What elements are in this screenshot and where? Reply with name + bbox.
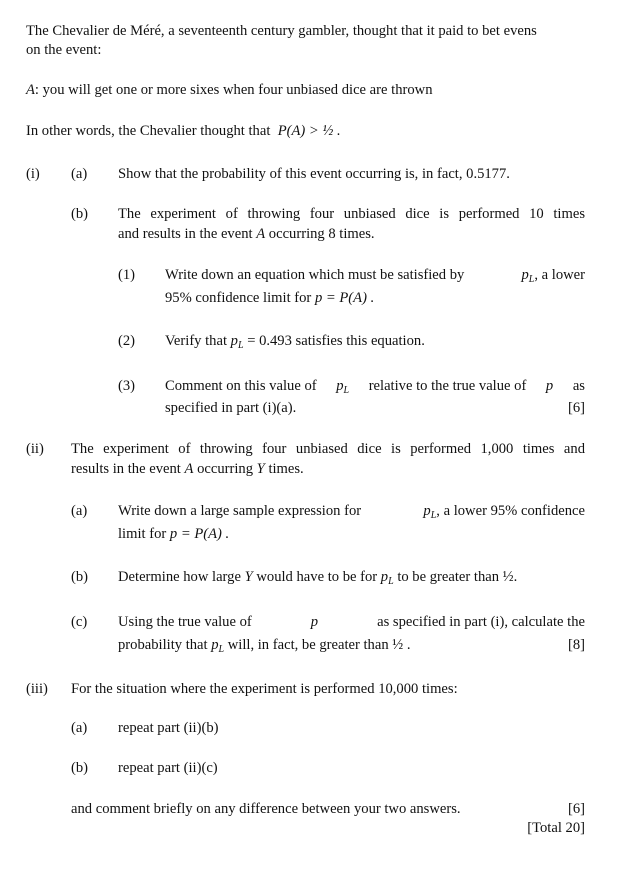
part-ii-marks: [8] bbox=[567, 637, 585, 653]
p-symbol: p bbox=[211, 637, 219, 653]
total-marks: [Total 20] bbox=[527, 820, 585, 836]
intro-line-1: The Chevalier de Méré, a seventeenth century gambler, thought that it paid to bet evens bbox=[26, 23, 537, 39]
part-ii-c-line-2-post: will, in fact, be greater than ½ . bbox=[227, 637, 411, 653]
part-ii-b-post: to be greater than ½. bbox=[397, 569, 518, 585]
y-variable: Y bbox=[256, 461, 265, 477]
part-ii-a-math: p = P(A) . bbox=[169, 526, 230, 542]
event-variable: A bbox=[26, 82, 35, 98]
part-i-b-1-line-2 bbox=[165, 288, 374, 308]
event-text: : you will get one or more sixes when four unbiased dice are thrown bbox=[34, 82, 433, 98]
event-variable: A bbox=[256, 226, 266, 242]
part-ii-line-2-mid: occurring bbox=[197, 461, 253, 477]
part-iii-b-text: repeat part (ii)(c) bbox=[118, 760, 218, 776]
part-i-b-3-line-2: specified in part (i)(a). bbox=[165, 400, 297, 416]
y-variable: Y bbox=[244, 569, 253, 585]
event-variable: A bbox=[184, 461, 194, 477]
l-subscript: L bbox=[343, 385, 350, 396]
part-i-b-2-text bbox=[165, 331, 425, 351]
part-ii-c-text: Using the true value of bbox=[118, 614, 252, 630]
p-symbol: p bbox=[545, 378, 554, 394]
part-ii-c-line-1 bbox=[118, 612, 585, 632]
part-ii-label: (ii) bbox=[26, 441, 44, 457]
part-ii-line-1: The experiment of throwing four unbiased dice is performed 1,000 times and bbox=[71, 441, 585, 457]
part-i-a-text: Show that the probability of this event occurring is, in fact, 0.5177. bbox=[118, 166, 510, 182]
part-iii-closing: and comment briefly on any difference between your two answers. bbox=[71, 801, 461, 817]
l-subscript: L bbox=[528, 274, 535, 285]
part-i-marks: [6] bbox=[567, 400, 585, 416]
part-ii-line-2-pre: results in the event bbox=[71, 461, 181, 477]
intro-claim-line bbox=[26, 121, 341, 141]
part-iii-a-text: repeat part (ii)(b) bbox=[118, 720, 219, 736]
intro-other-words: In other words, the Chevalier thought that bbox=[26, 123, 271, 139]
part-ii-a-text: Write down a large sample expression for bbox=[118, 503, 362, 519]
p-symbol: p bbox=[380, 569, 389, 585]
part-iii-a-label: (a) bbox=[71, 720, 88, 736]
part-i-b-line-2-pre: and results in the event bbox=[118, 226, 253, 242]
part-i-b-3-line-1 bbox=[165, 376, 585, 396]
part-i-b-3-label: (3) bbox=[118, 378, 136, 394]
part-i-b-1-line-2-text: 95% confidence limit for bbox=[165, 290, 312, 306]
part-i-b-1-text: Write down an equation which must be satisfied by bbox=[165, 267, 465, 283]
part-ii-a-post: , a lower 95% confidence bbox=[436, 503, 585, 519]
p-symbol: p bbox=[521, 267, 529, 283]
part-ii-a-symbol bbox=[423, 501, 585, 521]
part-i-b-line-2 bbox=[118, 224, 375, 244]
event-definition bbox=[26, 80, 433, 100]
p-symbol: p bbox=[310, 614, 319, 630]
part-i-b-1-post: , a lower bbox=[534, 267, 585, 283]
part-ii-b-label: (b) bbox=[71, 569, 89, 585]
p-symbol: p bbox=[230, 333, 238, 349]
part-ii-a-line-1 bbox=[118, 501, 585, 521]
part-ii-b-pre: Determine how large bbox=[118, 569, 241, 585]
part-ii-line-2-post: times. bbox=[268, 461, 304, 477]
part-i-b-1-label: (1) bbox=[118, 267, 136, 283]
l-subscript: L bbox=[218, 644, 225, 655]
part-iii-intro: For the situation where the experiment is performed 10,000 times: bbox=[71, 681, 458, 697]
p-symbol: p bbox=[423, 503, 431, 519]
part-i-b-2-label: (2) bbox=[118, 333, 136, 349]
part-i-b-label: (b) bbox=[71, 206, 89, 222]
part-ii-line-2 bbox=[71, 459, 304, 479]
part-i-b-3-mid: relative to the true value of bbox=[368, 378, 527, 394]
part-i-b-1-line-1 bbox=[165, 265, 585, 285]
part-i-b-line-2-post: occurring 8 times. bbox=[268, 226, 375, 242]
part-iii-label: (iii) bbox=[26, 681, 48, 697]
part-ii-c-line-2-pre: probability that bbox=[118, 637, 208, 653]
part-i-b-2-math: = 0.493 satisfies this equation. bbox=[247, 333, 425, 349]
part-ii-c-label: (c) bbox=[71, 614, 88, 630]
intro-line-2: on the event: bbox=[26, 42, 102, 58]
part-ii-c-line-2 bbox=[118, 635, 411, 655]
part-i-b-3-post: as bbox=[572, 378, 585, 394]
part-iii-marks: [6] bbox=[567, 801, 585, 817]
part-i-a-label: (a) bbox=[71, 166, 88, 182]
part-ii-b-text bbox=[118, 567, 517, 587]
part-i-b-2-pre: Verify that bbox=[165, 333, 228, 349]
l-subscript: L bbox=[237, 340, 244, 351]
p-symbol: p bbox=[336, 378, 344, 394]
part-ii-b-mid: would have to be for bbox=[256, 569, 378, 585]
part-iii-b-label: (b) bbox=[71, 760, 89, 776]
part-ii-a-line-2 bbox=[118, 524, 229, 544]
part-i-b-1-math: p = P(A) . bbox=[314, 290, 375, 306]
part-ii-a-line-2-text: limit for bbox=[118, 526, 167, 542]
part-ii-a-label: (a) bbox=[71, 503, 88, 519]
intro-claim: P(A) > ½ . bbox=[277, 123, 341, 139]
l-subscript: L bbox=[430, 510, 437, 521]
l-subscript: L bbox=[388, 576, 394, 587]
part-ii-c-post: as specified in part (i), calculate the bbox=[377, 614, 585, 630]
part-i-b-1-symbol bbox=[521, 265, 585, 285]
part-i-b-3-symbol bbox=[336, 376, 349, 396]
part-i-label: (i) bbox=[26, 166, 40, 182]
part-i-b-line-1: The experiment of throwing four unbiased dice is performed 10 times bbox=[118, 206, 585, 222]
part-i-b-3-text: Comment on this value of bbox=[165, 378, 317, 394]
